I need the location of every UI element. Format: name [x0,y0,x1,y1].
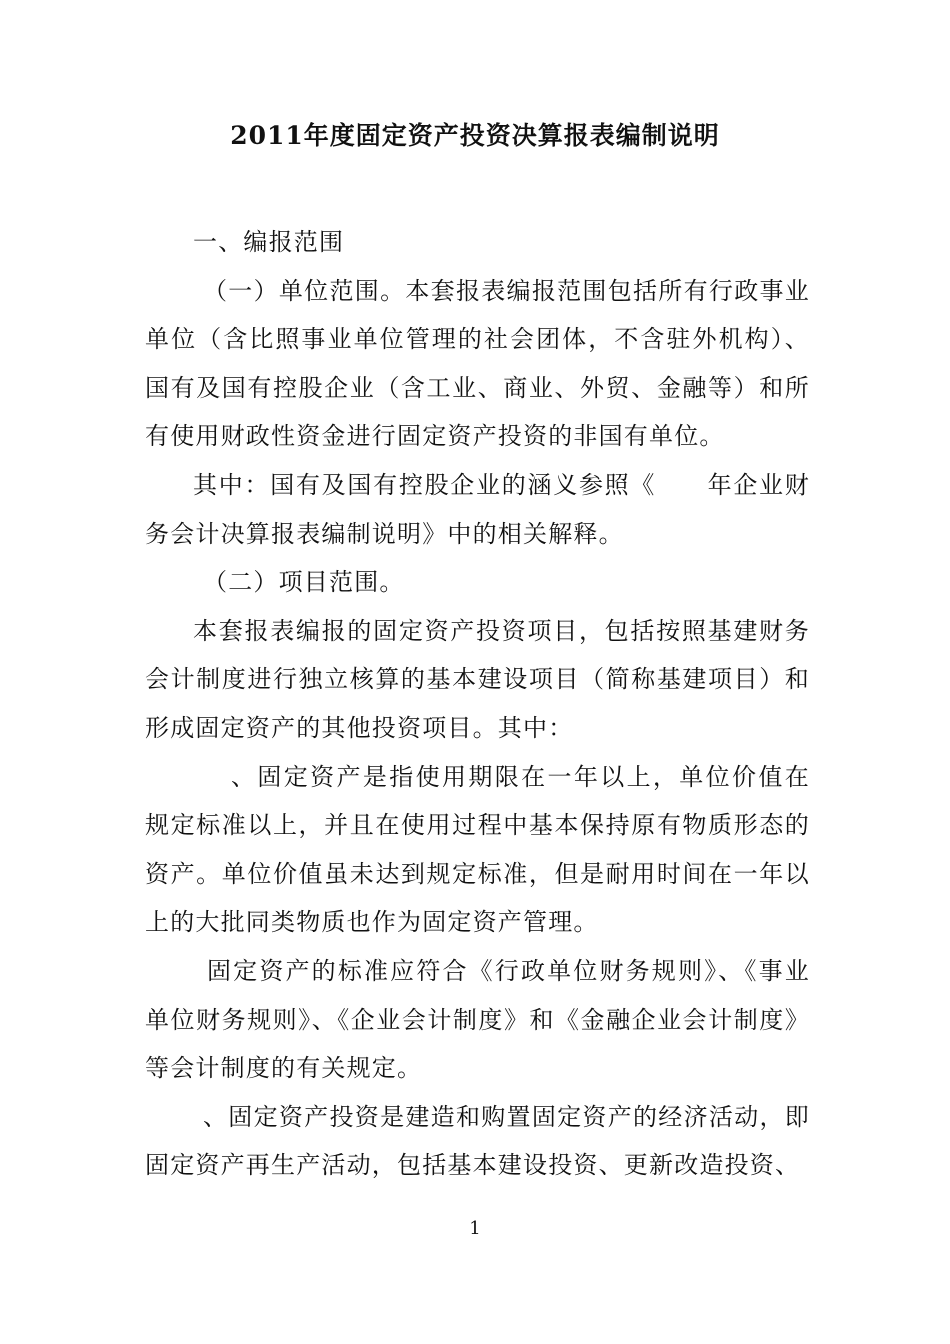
document-title: 2011年度固定资产投资决算报表编制说明 [230,121,720,150]
paragraph-fixed-asset-definition: 、固定资产是指使用期限在一年以上，单位价值在规定标准以上，并且在使用过程中基本保持原有物质形态的资产。单位价值虽未达到规定标准，但是耐用时间在一年以上的大批同类物质也作为固定资产管理。 [145,762,810,937]
document-body [145,218,810,1190]
section-heading-scope: 一、编报范围 [193,228,345,256]
paragraph-state-owned-note: 其中：国有及国有控股企业的涵义参照《 年企业财务会计决算报表编制说明》中的相关解释。 [145,470,810,548]
paragraph-fixed-asset-standard: 固定资产的标准应符合《行政单位财务规则》、《事业单位财务规则》、《企业会计制度》和《金融企业会计制度》等会计制度的有关规定。 [145,956,810,1083]
paragraph-project-scope: 本套报表编报的固定资产投资项目，包括按照基建财务会计制度进行独立核算的基本建设项目（简称基建项目）和形成固定资产的其他投资项目。其中： [145,616,810,742]
page-number: 1 [469,1218,481,1239]
paragraph-unit-scope: （一）单位范围。本套报表编报范围包括所有行政事业单位（含比照事业单位管理的社会团体，不含驻外机构）、国有及国有控股企业（含工业、商业、外贸、金融等）和所有使用财政性资金进行固定资产投资的非国有单位。 [145,276,810,451]
paragraph-fixed-asset-investment: 、固定资产投资是建造和购置固定资产的经济活动，即固定资产再生产活动，包括基本建设投资、更新改造投资、 [145,1102,810,1180]
paragraph-project-scope-heading: （二）项目范围。 [203,568,405,597]
